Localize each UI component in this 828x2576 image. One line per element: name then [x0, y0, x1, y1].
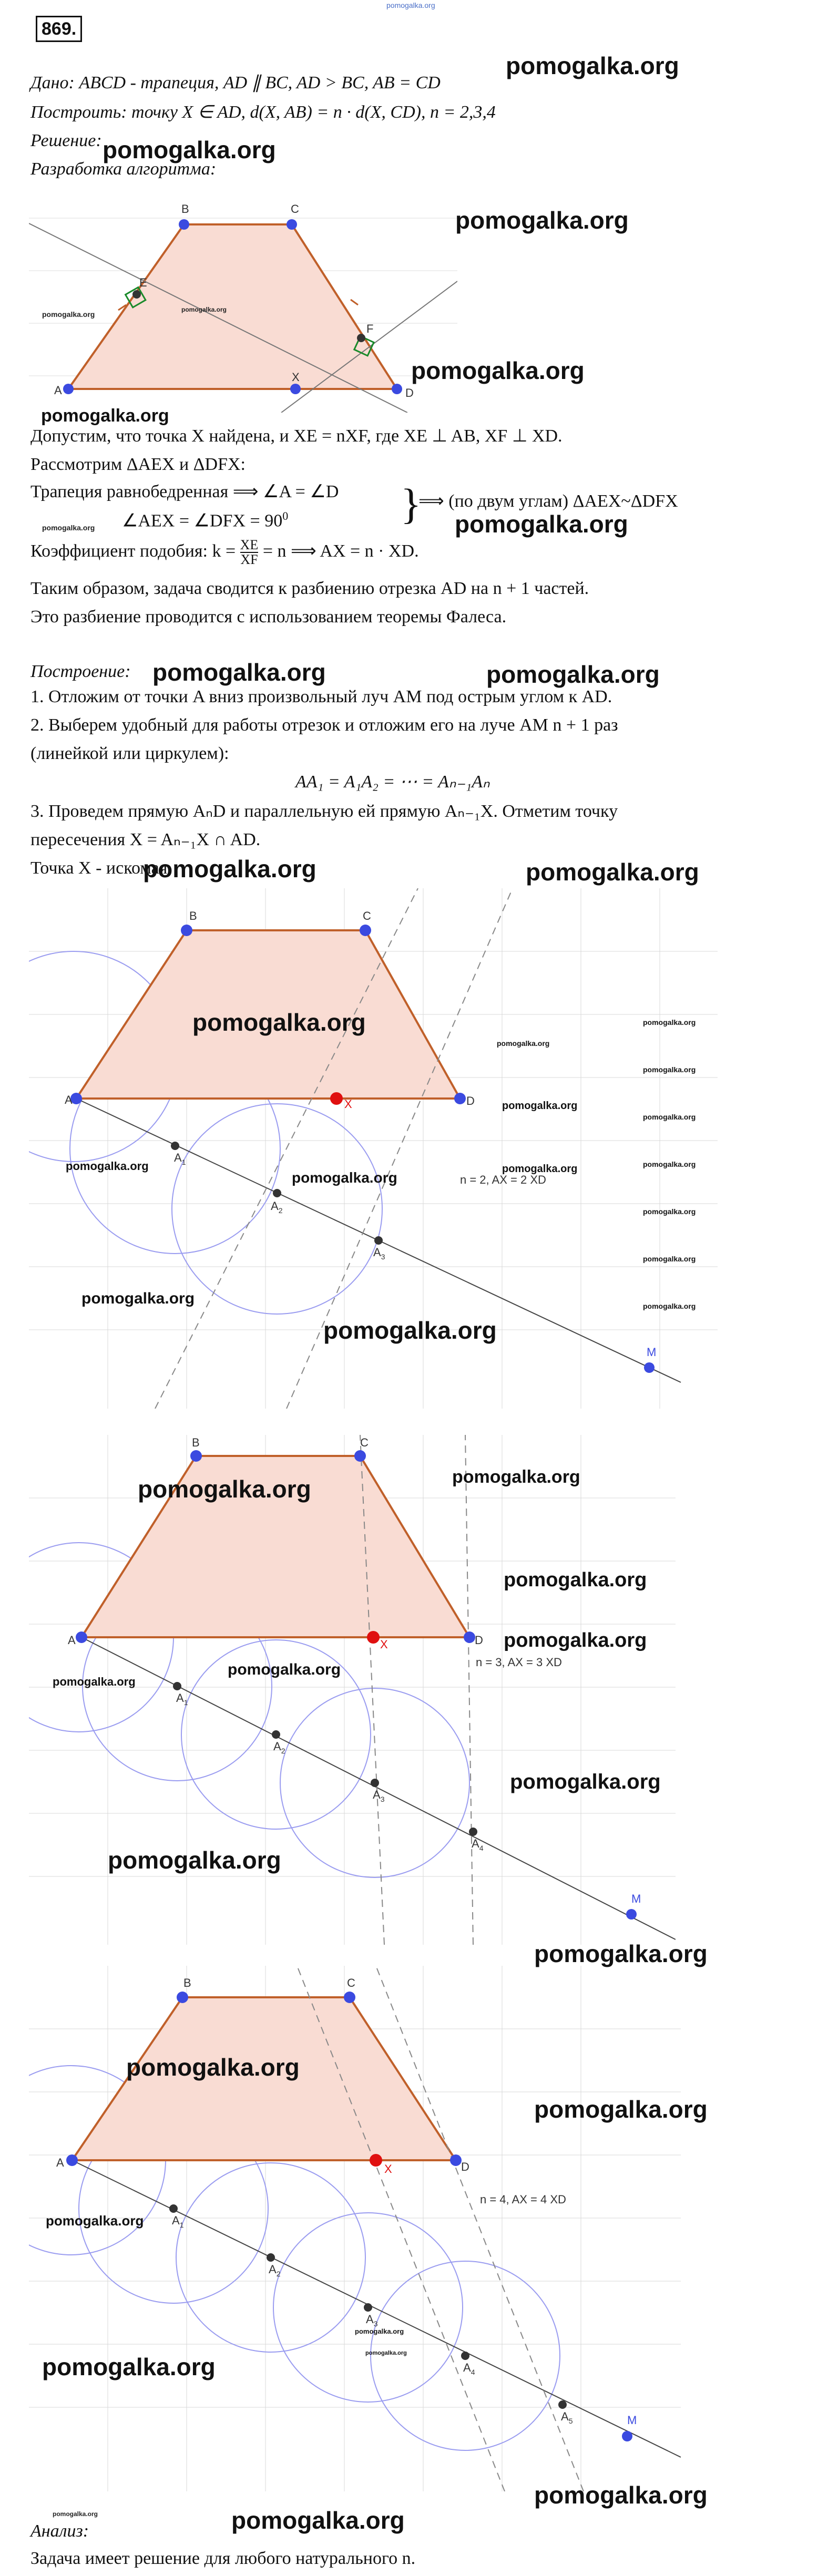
n-label: n = 4, AX = 4 XD: [480, 2193, 566, 2206]
label-d: D: [405, 386, 414, 399]
watermark: pomogalka.org: [486, 661, 660, 688]
point-x: [330, 1092, 343, 1105]
label-b: B: [192, 1436, 200, 1449]
coef-text-a: Коэффициент подобия: k =: [30, 541, 240, 561]
line-an-d: [465, 1435, 473, 1945]
point-a: [76, 1631, 87, 1643]
label-a3: $A_3$: [373, 1788, 385, 1803]
watermark-medium: pomogalka.org: [502, 1163, 578, 1175]
watermark: pomogalka.org: [504, 1569, 647, 1591]
step-3a: 3. Проведем прямую AₙD и параллельную ей прямую Aₙ₋₁X. Отметим точку: [30, 802, 618, 821]
watermark-medium: pomogalka.org: [81, 1290, 195, 1307]
figure-1: [29, 187, 457, 413]
right-angles-text: ∠AEX = ∠DFX = 90: [122, 511, 283, 531]
watermark: pomogalka.org: [152, 659, 326, 686]
suppose-line: Допустим, что точка X найдена, и XE = nXF, где XE ⊥ AB, XF ⊥ XD.: [30, 426, 563, 446]
given-label: Дано:: [30, 73, 75, 93]
point-b: [181, 925, 192, 936]
watermark-small: pomogalka.org: [643, 1160, 696, 1168]
label-a2: $A_2$: [271, 1199, 283, 1215]
construct-label: Построить:: [30, 102, 127, 122]
conclusion-line: ⟹ (по двум углам) ΔAEX~ΔDFX: [418, 491, 678, 511]
point-a1: [169, 2204, 178, 2213]
watermark-small: pomogalka.org: [42, 310, 95, 319]
label-a4: $A_4$: [463, 2361, 475, 2376]
label-d: D: [461, 2160, 469, 2173]
equal-chain: AA₁ = A₁A₂ = ⋯ = Aₙ₋₁Aₙ: [295, 772, 490, 792]
watermark-small: pomogalka.org: [643, 1065, 696, 1074]
point-x: [370, 2154, 382, 2167]
point-e: [132, 290, 141, 299]
point-c: [354, 1450, 366, 1462]
given-line: [30, 71, 441, 95]
watermark: pomogalka.org: [42, 2353, 216, 2380]
point-m: [622, 2431, 632, 2441]
brace: }: [401, 480, 422, 528]
watermark: pomogalka.org: [455, 207, 629, 234]
watermark: pomogalka.org: [534, 2481, 708, 2509]
label-a1: $A_1$: [172, 2214, 184, 2229]
step-final: Точка X - искомая: [30, 858, 168, 878]
watermark: pomogalka.org: [108, 1846, 281, 1874]
watermark: pomogalka.org: [41, 406, 169, 426]
line-an1-x: [297, 1966, 505, 2491]
watermark: pomogalka.org: [526, 858, 699, 886]
label-a: A: [54, 384, 62, 397]
given-body: ABCD - трапеция, AD ∥ BC, AD > BC, AB = CD: [74, 73, 441, 93]
fraction-num: XE: [240, 537, 259, 552]
watermark: pomogalka.org: [143, 855, 316, 882]
construction-label: Построение:: [30, 662, 131, 681]
point-d: [392, 384, 402, 394]
watermark: pomogalka.org: [411, 357, 585, 384]
watermark: pomogalka.org: [126, 2054, 300, 2081]
step-3b: пересечения X = Aₙ₋₁X ∩ AD.: [30, 830, 261, 849]
watermark: pomogalka.org: [455, 510, 628, 538]
degree-sup: 0: [282, 509, 289, 522]
label-x: X: [344, 1097, 352, 1111]
label-a5: $A_5$: [561, 2410, 573, 2425]
watermark-medium: pomogalka.org: [66, 1159, 149, 1173]
watermark: pomogalka.org: [534, 2096, 708, 2123]
coef-text-b: = n ⟹ AX = n · XD.: [258, 541, 419, 561]
point-a: [66, 2154, 78, 2166]
fraction-den: XF: [240, 552, 258, 567]
point-m: [626, 1909, 637, 1920]
point-d: [464, 1631, 475, 1643]
solution-label: Решение:: [30, 131, 102, 150]
watermark-small: pomogalka.org: [643, 1302, 696, 1310]
ray-am: [72, 2160, 681, 2457]
trapezoid-abcd: [68, 224, 397, 389]
isosceles-line: Трапеция равнобедренная ⟹ ∠A = ∠D: [30, 482, 339, 501]
watermark-medium: pomogalka.org: [228, 1661, 341, 1678]
watermark-small: pomogalka.org: [365, 2350, 407, 2356]
label-a1: $A_1$: [176, 1691, 188, 1707]
point-a2: [272, 1730, 280, 1739]
label-e: E: [139, 276, 147, 289]
point-c: [287, 219, 297, 230]
watermark: pomogalka.org: [323, 1317, 497, 1344]
point-a: [63, 384, 74, 394]
watermark-medium: pomogalka.org: [502, 1100, 578, 1112]
point-x: [367, 1631, 380, 1644]
right-angles-line: [122, 505, 288, 532]
algorithm-label: Разработка алгоритма:: [30, 159, 217, 179]
point-a4: [469, 1828, 477, 1836]
point-c: [344, 1992, 355, 2003]
point-a2: [267, 2253, 275, 2262]
step-2b: (линейкой или циркулем):: [30, 744, 229, 763]
point-a5: [558, 2400, 567, 2409]
watermark: pomogalka.org: [138, 1475, 311, 1503]
point-a1: [173, 1682, 181, 1690]
watermark-medium: pomogalka.org: [292, 1169, 397, 1186]
point-a3: [374, 1236, 383, 1245]
label-a1: $A_1$: [174, 1151, 186, 1166]
label-x: X: [384, 2162, 392, 2175]
point-a1: [171, 1142, 179, 1150]
consider-line: Рассмотрим ΔAEX и ΔDFX:: [30, 455, 246, 474]
label-d: D: [466, 1094, 475, 1107]
label-m: M: [631, 1892, 641, 1905]
point-d: [454, 1093, 466, 1104]
label-c: C: [347, 1976, 355, 1989]
point-a4: [461, 2352, 469, 2360]
point-x: [290, 384, 301, 394]
point-b: [177, 1992, 188, 2003]
line-an-d: [376, 1966, 584, 2491]
n-label: n = 3, AX = 3 XD: [476, 1656, 562, 1669]
step-2a: 2. Выберем удобный для работы отрезок и отложим его на луче AM n + 1 раз: [30, 715, 618, 735]
watermark: pomogalka.org: [231, 2507, 405, 2534]
watermark-medium: pomogalka.org: [53, 1675, 136, 1688]
thus-line-1: Таким образом, задача сводится к разбиению отрезка AD на n + 1 частей.: [30, 579, 589, 598]
watermark-small: pomogalka.org: [355, 2327, 404, 2335]
top-watermark: pomogalka.org: [386, 1, 435, 9]
label-a3: $A_3$: [366, 2313, 378, 2328]
thus-line-2: Это разбиение проводится с использованием теоремы Фалеса.: [30, 607, 507, 627]
label-b: B: [181, 202, 189, 215]
label-a: A: [56, 2156, 64, 2169]
watermark-small: pomogalka.org: [643, 1018, 696, 1027]
label-d: D: [475, 1634, 483, 1647]
watermark-small: pomogalka.org: [643, 1113, 696, 1121]
label-c: C: [360, 1436, 369, 1449]
fraction: [240, 538, 259, 567]
point-d: [450, 2154, 462, 2166]
point-a2: [273, 1189, 281, 1197]
label-a4: $A_4$: [472, 1837, 484, 1852]
watermark-small: pomogalka.org: [53, 2510, 98, 2518]
label-x: X: [292, 371, 300, 384]
point-f: [357, 334, 365, 342]
step-1: 1. Отложим от точки A вниз произвольный луч AM под острым углом к AD.: [30, 687, 612, 706]
label-m: M: [627, 2414, 637, 2427]
label-a2: $A_2$: [269, 2263, 281, 2278]
watermark: pomogalka.org: [510, 1770, 661, 1793]
label-c: C: [291, 202, 299, 215]
figure-4: [29, 1966, 681, 2491]
label-a3: $A_3$: [373, 1246, 385, 1261]
watermark-small: pomogalka.org: [497, 1039, 550, 1048]
point-c: [360, 925, 371, 936]
label-m: M: [647, 1346, 657, 1359]
watermark: pomogalka.org: [506, 52, 679, 79]
label-a2: $A_2$: [273, 1740, 285, 1755]
problem-number: 869.: [36, 16, 82, 42]
point-a3: [364, 2303, 372, 2312]
point-m: [644, 1362, 655, 1373]
watermark-small: pomogalka.org: [181, 306, 227, 313]
watermark: pomogalka.org: [452, 1467, 580, 1487]
watermark-small: pomogalka.org: [643, 1255, 696, 1263]
label-f: F: [366, 322, 374, 335]
label-a: A: [65, 1093, 73, 1106]
watermark-medium: pomogalka.org: [46, 2213, 144, 2229]
analysis-label: Анализ:: [30, 2521, 89, 2541]
watermark-small: pomogalka.org: [42, 524, 95, 532]
construct-line: [30, 101, 496, 124]
point-b: [190, 1450, 202, 1462]
watermark: pomogalka.org: [504, 1629, 647, 1651]
point-b: [179, 219, 189, 230]
watermark: pomogalka.org: [192, 1009, 366, 1036]
analysis-body: Задача имеет решение для любого натурального n.: [30, 2549, 416, 2568]
label-c: C: [363, 909, 371, 922]
n-label: n = 2, AX = 2 XD: [460, 1173, 546, 1186]
watermark: pomogalka.org: [103, 136, 276, 163]
construct-body: точку X ∈ AD, d(X, AB) = n · d(X, CD), n = 2,3,4: [127, 102, 496, 122]
label-b: B: [189, 909, 197, 922]
label-a: A: [68, 1634, 76, 1647]
watermark: pomogalka.org: [534, 1940, 708, 1967]
watermark-small: pomogalka.org: [643, 1207, 696, 1216]
label-x: X: [380, 1638, 388, 1651]
label-b: B: [183, 1976, 191, 1989]
coefficient-line: [30, 538, 419, 567]
point-a3: [371, 1779, 379, 1787]
